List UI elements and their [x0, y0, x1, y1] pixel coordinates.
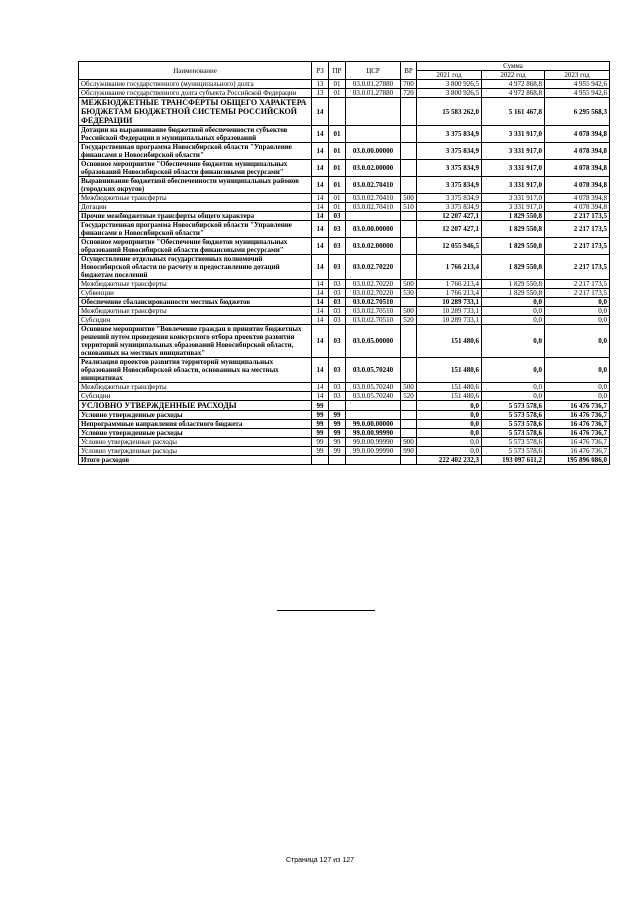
row-name: Осуществление отдельных государственных полномочий Новосибирской области по расчету и предоставлению дотаций бюджетам поселений: [79, 255, 312, 280]
budget-table: [78, 61, 610, 465]
row-value-2023: 16 476 736,7: [545, 411, 610, 420]
row-csr: 03.0.01.27880: [346, 80, 401, 89]
row-rz: 14: [312, 194, 329, 203]
row-value-2023: 2 217 173,5: [545, 289, 610, 298]
row-value-2021: 222 402 232,3: [417, 456, 482, 465]
row-value-2021: 151 480,6: [417, 325, 482, 358]
row-rz: 14: [312, 392, 329, 401]
row-pr: 03: [329, 238, 346, 255]
row-value-2021: 12 207 427,1: [417, 221, 482, 238]
row-rz: 14: [312, 383, 329, 392]
row-value-2023: 0,0: [545, 307, 610, 316]
row-value-2022: 4 972 868,8: [482, 80, 545, 89]
row-csr: 03.0.02.70220: [346, 289, 401, 298]
row-value-2023: 4 955 942,6: [545, 89, 610, 98]
table-row: [79, 203, 610, 212]
row-name: Основное мероприятие "Обеспечение бюджетов муниципальных образований Новосибирской области финансовыми ресурсами": [79, 238, 312, 255]
row-vr: [401, 420, 417, 429]
row-vr: 500: [401, 194, 417, 203]
row-rz: 99: [312, 420, 329, 429]
row-csr: 03.0.05.00000: [346, 325, 401, 358]
row-name: Итого расходов: [79, 456, 312, 465]
table-row: [79, 401, 610, 411]
row-pr: 01: [329, 203, 346, 212]
row-name: Межбюджетные трансферты: [79, 194, 312, 203]
row-value-2021: 151 480,6: [417, 358, 482, 383]
row-name: Межбюджетные трансферты: [79, 280, 312, 289]
row-value-2022: 1 829 550,8: [482, 280, 545, 289]
table-body: [79, 80, 610, 465]
table-row: [79, 438, 610, 447]
table-row: [79, 411, 610, 420]
row-rz: 14: [312, 203, 329, 212]
row-pr: 99: [329, 438, 346, 447]
row-name: Обеспечение сбалансированности местных бюджетов: [79, 298, 312, 307]
row-csr: 03.0.05.70240: [346, 383, 401, 392]
header-2022: 2022 год: [482, 71, 545, 80]
row-pr: 99: [329, 411, 346, 420]
row-name: Межбюджетные трансферты: [79, 383, 312, 392]
row-value-2022: 5 573 578,6: [482, 438, 545, 447]
row-pr: 03: [329, 383, 346, 392]
row-vr: [401, 456, 417, 465]
row-value-2021: 3 375 834,9: [417, 143, 482, 160]
row-pr: 01: [329, 194, 346, 203]
row-vr: 700: [401, 80, 417, 89]
row-value-2022: 3 331 917,0: [482, 160, 545, 177]
row-value-2021: 3 375 834,9: [417, 194, 482, 203]
row-rz: 14: [312, 160, 329, 177]
row-value-2022: 5 573 578,6: [482, 429, 545, 438]
row-name: УСЛОВНО УТВЕРЖДЕННЫЕ РАСХОДЫ: [79, 401, 312, 411]
row-value-2021: 3 375 834,9: [417, 160, 482, 177]
row-csr: 99.0.00.00000: [346, 420, 401, 429]
row-pr: [329, 98, 346, 126]
row-rz: 14: [312, 255, 329, 280]
row-rz: 14: [312, 126, 329, 143]
row-name: Условно утвержденные расходы: [79, 447, 312, 456]
row-vr: [401, 325, 417, 358]
row-rz: 99: [312, 438, 329, 447]
row-value-2021: 151 480,6: [417, 392, 482, 401]
row-vr: 520: [401, 392, 417, 401]
row-value-2021: 0,0: [417, 401, 482, 411]
row-value-2021: 3 375 834,9: [417, 126, 482, 143]
row-value-2023: 0,0: [545, 298, 610, 307]
row-name: Обслуживание государственного (муниципального) долга: [79, 80, 312, 89]
row-value-2023: 2 217 173,5: [545, 255, 610, 280]
header-name: Наименование: [79, 62, 312, 80]
row-vr: [401, 160, 417, 177]
row-value-2022: 0,0: [482, 358, 545, 383]
row-rz: 14: [312, 177, 329, 194]
row-value-2023: 16 476 736,7: [545, 401, 610, 411]
table-row: [79, 289, 610, 298]
row-vr: 520: [401, 316, 417, 325]
row-csr: 03.0.05.70240: [346, 358, 401, 383]
row-rz: 13: [312, 89, 329, 98]
row-value-2021: 12 055 946,5: [417, 238, 482, 255]
row-name: Основное мероприятие "Обеспечение бюджетов муниципальных образований Новосибирской области финансовыми ресурсами": [79, 160, 312, 177]
row-value-2023: 0,0: [545, 325, 610, 358]
table-row: [79, 420, 610, 429]
row-pr: 99: [329, 429, 346, 438]
row-value-2022: 1 829 550,8: [482, 289, 545, 298]
budget-table-container: [78, 61, 609, 465]
table-row: [79, 238, 610, 255]
page-number: Страница 127 из 127: [285, 857, 355, 864]
row-rz: 14: [312, 238, 329, 255]
row-name: Реализация проектов развития территорий муниципальных образований Новосибирской области, основанных на местных инициативах: [79, 358, 312, 383]
row-value-2023: 4 078 394,8: [545, 160, 610, 177]
row-csr: [346, 212, 401, 221]
row-pr: 01: [329, 126, 346, 143]
row-value-2022: 3 331 917,0: [482, 194, 545, 203]
row-csr: 03.0.02.70220: [346, 280, 401, 289]
row-value-2022: 5 573 578,6: [482, 401, 545, 411]
row-value-2023: 4 078 394,8: [545, 203, 610, 212]
row-value-2023: 2 217 173,5: [545, 280, 610, 289]
row-value-2022: 5 573 578,6: [482, 411, 545, 420]
row-pr: 03: [329, 358, 346, 383]
row-csr: 99.0.00.99990: [346, 438, 401, 447]
row-csr: 03.0.05.70240: [346, 392, 401, 401]
row-vr: 500: [401, 280, 417, 289]
row-vr: [401, 298, 417, 307]
row-rz: 99: [312, 401, 329, 411]
row-value-2021: 0,0: [417, 429, 482, 438]
row-name: Дотации: [79, 203, 312, 212]
row-rz: 14: [312, 316, 329, 325]
row-vr: [401, 212, 417, 221]
row-value-2021: 0,0: [417, 420, 482, 429]
row-csr: [346, 98, 401, 126]
row-csr: 03.0.01.27880: [346, 89, 401, 98]
row-csr: 03.0.02.00000: [346, 238, 401, 255]
row-pr: 03: [329, 325, 346, 358]
table-row: [79, 392, 610, 401]
row-vr: [401, 98, 417, 126]
table-row: [79, 212, 610, 221]
row-pr: 01: [329, 89, 346, 98]
table-row: [79, 358, 610, 383]
row-rz: 14: [312, 289, 329, 298]
row-value-2022: 1 829 550,8: [482, 212, 545, 221]
row-value-2022: 1 829 550,8: [482, 255, 545, 280]
row-value-2021: 1 766 213,4: [417, 255, 482, 280]
row-value-2021: 3 375 834,9: [417, 177, 482, 194]
table-row: [79, 255, 610, 280]
table-row: [79, 429, 610, 438]
row-csr: 99.0.00.99990: [346, 447, 401, 456]
row-value-2021: 0,0: [417, 447, 482, 456]
row-rz: 99: [312, 447, 329, 456]
row-csr: 03.0.02.70220: [346, 255, 401, 280]
row-vr: [401, 238, 417, 255]
row-csr: [346, 126, 401, 143]
row-pr: 99: [329, 420, 346, 429]
row-value-2022: 5 573 578,6: [482, 447, 545, 456]
row-value-2022: 1 829 550,8: [482, 221, 545, 238]
row-rz: 99: [312, 429, 329, 438]
row-value-2023: 0,0: [545, 383, 610, 392]
header-csr: ЦСР: [346, 62, 401, 80]
table-row: [79, 177, 610, 194]
row-vr: [401, 126, 417, 143]
row-vr: [401, 411, 417, 420]
row-value-2023: 16 476 736,7: [545, 420, 610, 429]
table-row: [79, 194, 610, 203]
row-value-2023: 4 955 942,6: [545, 80, 610, 89]
row-pr: 01: [329, 160, 346, 177]
row-vr: [401, 255, 417, 280]
row-value-2021: 1 766 213,4: [417, 289, 482, 298]
row-value-2021: 0,0: [417, 438, 482, 447]
row-value-2023: 0,0: [545, 358, 610, 383]
row-csr: [346, 401, 401, 411]
header-pr: ПР: [329, 62, 346, 80]
row-vr: 900: [401, 438, 417, 447]
row-value-2022: 3 331 917,0: [482, 126, 545, 143]
row-name: Условно утвержденные расходы: [79, 411, 312, 420]
row-pr: 03: [329, 255, 346, 280]
header-vr: ВР: [401, 62, 417, 80]
header-2021: 2021 год: [417, 71, 482, 80]
row-name: Основное мероприятие "Вовлечение граждан в принятие бюджетных решений путем проведения конкурсного отбора проектов развития территорий муниципальных образований Новосибирской области, основанных на местных инициативах": [79, 325, 312, 358]
row-value-2022: 0,0: [482, 325, 545, 358]
row-rz: 14: [312, 298, 329, 307]
row-value-2023: 4 078 394,8: [545, 177, 610, 194]
table-row: [79, 383, 610, 392]
row-value-2023: 195 896 086,0: [545, 456, 610, 465]
row-csr: [346, 411, 401, 420]
row-value-2023: 16 476 736,7: [545, 447, 610, 456]
row-name: Обслуживание государственного долга субъекта Российской Федерации: [79, 89, 312, 98]
table-row: [79, 316, 610, 325]
row-name: Межбюджетные трансферты: [79, 307, 312, 316]
header-sum: Сумма: [417, 62, 610, 71]
row-value-2021: 3 375 834,9: [417, 203, 482, 212]
row-rz: 14: [312, 98, 329, 126]
table-row: [79, 456, 610, 465]
row-value-2021: 10 289 733,1: [417, 307, 482, 316]
row-csr: 03.0.02.70410: [346, 203, 401, 212]
row-name: Условно утвержденные расходы: [79, 438, 312, 447]
row-pr: 03: [329, 307, 346, 316]
row-vr: 990: [401, 447, 417, 456]
row-rz: 14: [312, 143, 329, 160]
table-row: [79, 89, 610, 98]
row-value-2022: 4 972 868,8: [482, 89, 545, 98]
row-pr: 01: [329, 80, 346, 89]
row-pr: 03: [329, 221, 346, 238]
row-value-2022: 193 097 611,2: [482, 456, 545, 465]
row-pr: 03: [329, 212, 346, 221]
row-rz: 14: [312, 307, 329, 316]
header-rz: РЗ: [312, 62, 329, 80]
header-2023: 2023 год: [545, 71, 610, 80]
row-name: Субсидии: [79, 316, 312, 325]
table-row: [79, 143, 610, 160]
row-value-2022: 5 573 578,6: [482, 420, 545, 429]
row-csr: 03.0.02.70410: [346, 194, 401, 203]
row-pr: 03: [329, 280, 346, 289]
row-name: Субвенции: [79, 289, 312, 298]
table-row: [79, 307, 610, 316]
table-row: [79, 298, 610, 307]
row-name: Государственная программа Новосибирской области "Управление финансами в Новосибирской области": [79, 221, 312, 238]
row-value-2023: 16 476 736,7: [545, 429, 610, 438]
row-pr: 99: [329, 447, 346, 456]
row-vr: 720: [401, 89, 417, 98]
row-vr: [401, 401, 417, 411]
row-value-2023: 4 078 394,8: [545, 194, 610, 203]
row-pr: 01: [329, 143, 346, 160]
row-value-2023: 4 078 394,8: [545, 143, 610, 160]
row-value-2023: 16 476 736,7: [545, 438, 610, 447]
row-csr: [346, 456, 401, 465]
row-csr: 03.0.02.70510: [346, 307, 401, 316]
row-rz: 14: [312, 280, 329, 289]
table-row: [79, 80, 610, 89]
row-name: Государственная программа Новосибирской области "Управление финансами в Новосибирской области": [79, 143, 312, 160]
row-pr: 01: [329, 177, 346, 194]
row-value-2022: 0,0: [482, 383, 545, 392]
table-row: [79, 126, 610, 143]
row-value-2021: 1 766 213,4: [417, 280, 482, 289]
row-value-2023: 4 078 394,8: [545, 126, 610, 143]
row-name: Прочие межбюджетные трансферты общего характера: [79, 212, 312, 221]
row-vr: [401, 177, 417, 194]
row-value-2022: 3 331 917,0: [482, 143, 545, 160]
row-csr: 99.0.00.99990: [346, 429, 401, 438]
row-value-2021: 3 800 926,5: [417, 80, 482, 89]
row-rz: 14: [312, 221, 329, 238]
row-name: Дотации на выравнивание бюджетной обеспеченности субъектов Российской Федерации и муниципальных образований: [79, 126, 312, 143]
row-value-2023: 2 217 173,5: [545, 221, 610, 238]
row-name: Субсидии: [79, 392, 312, 401]
table-row: [79, 221, 610, 238]
table-row: [79, 98, 610, 126]
row-value-2021: 10 289 733,1: [417, 316, 482, 325]
row-pr: 03: [329, 298, 346, 307]
row-value-2023: 0,0: [545, 316, 610, 325]
row-value-2021: 151 480,6: [417, 383, 482, 392]
row-rz: 99: [312, 411, 329, 420]
row-rz: [312, 456, 329, 465]
page-divider: [277, 610, 375, 611]
row-pr: 03: [329, 289, 346, 298]
row-pr: 03: [329, 316, 346, 325]
row-csr: 03.0.02.70410: [346, 177, 401, 194]
row-pr: [329, 401, 346, 411]
row-value-2021: 3 800 926,5: [417, 89, 482, 98]
row-csr: 03.0.00.00000: [346, 143, 401, 160]
row-value-2023: 0,0: [545, 392, 610, 401]
row-value-2022: 3 331 917,0: [482, 177, 545, 194]
row-value-2022: 3 331 917,0: [482, 203, 545, 212]
row-vr: 510: [401, 203, 417, 212]
row-value-2022: 5 161 467,8: [482, 98, 545, 126]
table-row: [79, 280, 610, 289]
row-value-2022: 1 829 550,8: [482, 238, 545, 255]
row-csr: 03.0.02.00000: [346, 160, 401, 177]
row-csr: 03.0.00.00000: [346, 221, 401, 238]
row-name: Непрограммные направления областного бюджета: [79, 420, 312, 429]
row-value-2023: 2 217 173,5: [545, 212, 610, 221]
table-row: [79, 447, 610, 456]
row-name: МЕЖБЮДЖЕТНЫЕ ТРАНСФЕРТЫ ОБЩЕГО ХАРАКТЕРА БЮДЖЕТАМ БЮДЖЕТНОЙ СИСТЕМЫ РОССИЙСКОЙ ФЕДЕРАЦИИ: [79, 98, 312, 126]
row-vr: 530: [401, 289, 417, 298]
row-value-2021: 12 207 427,1: [417, 212, 482, 221]
row-value-2021: 0,0: [417, 411, 482, 420]
row-vr: [401, 221, 417, 238]
row-vr: 500: [401, 383, 417, 392]
row-rz: 13: [312, 80, 329, 89]
row-rz: 14: [312, 358, 329, 383]
row-vr: [401, 143, 417, 160]
row-value-2022: 0,0: [482, 298, 545, 307]
row-vr: [401, 358, 417, 383]
table-row: [79, 160, 610, 177]
row-csr: 03.0.02.70510: [346, 298, 401, 307]
row-vr: 500: [401, 307, 417, 316]
row-vr: [401, 429, 417, 438]
row-rz: 14: [312, 212, 329, 221]
row-value-2022: 0,0: [482, 307, 545, 316]
row-value-2021: 10 289 733,1: [417, 298, 482, 307]
row-rz: 14: [312, 325, 329, 358]
row-csr: 03.0.02.70510: [346, 316, 401, 325]
row-value-2022: 0,0: [482, 316, 545, 325]
row-pr: [329, 456, 346, 465]
row-value-2022: 0,0: [482, 392, 545, 401]
row-value-2023: 2 217 173,5: [545, 238, 610, 255]
row-name: Условно утвержденные расходы: [79, 429, 312, 438]
row-value-2023: 6 295 568,3: [545, 98, 610, 126]
row-pr: 03: [329, 392, 346, 401]
table-row: [79, 325, 610, 358]
row-name: Выравнивание бюджетной обеспеченности муниципальных районов (городских округов): [79, 177, 312, 194]
row-value-2021: 15 583 262,0: [417, 98, 482, 126]
